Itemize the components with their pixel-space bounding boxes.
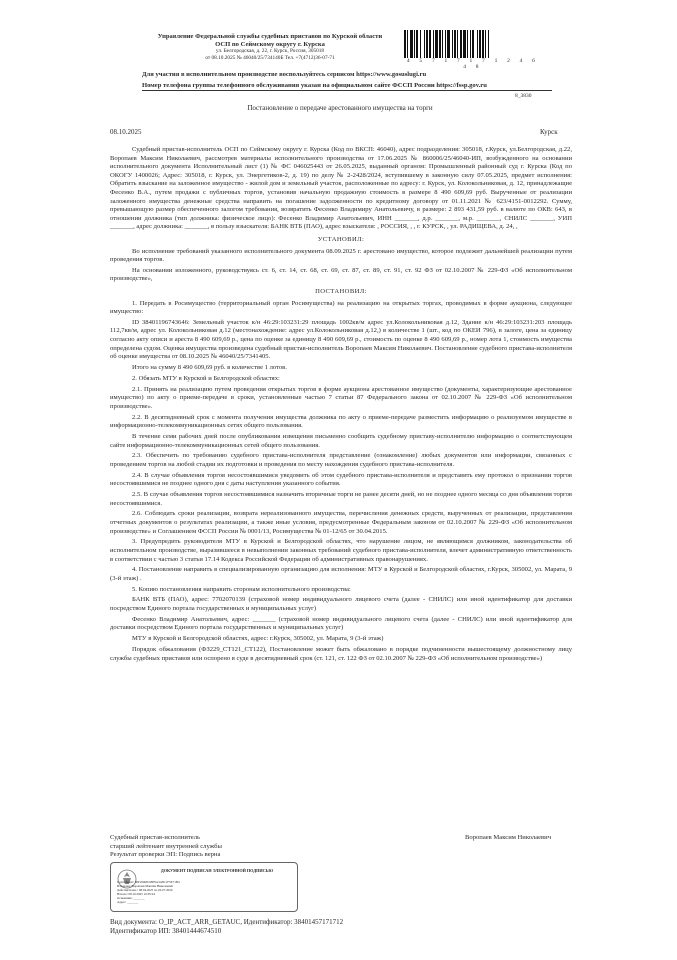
resolution-item: 2.1. Принять на реализацию путем проведения открытых торгов в форме аукциона арестованное имущество (документы, характеризующие арестованное имущество) по акту о приеме-передаче в сроки, установленные частью 7 статьи 87 Федерального закона от 02.10.2007 № 229-ФЗ «Об исполнительном производстве». — [110, 385, 572, 410]
issuer-ref: от 08.10.2025 № 46040/25/734140Б Тел. +7(4712)36-07-71 — [205, 54, 335, 61]
signer-name: Воропаев Максим Николаевич — [465, 834, 552, 841]
resolution-item: 1. Передать в Росимущество (территориальный орган Росимущества) на реализацию на открытых торгах, проводимых в форме аукциона, следующее имущество: — [110, 299, 572, 316]
issuer-address: ул. Белгородская, д. 22, г. Курск, Россия, 305018 — [215, 48, 325, 55]
barcode-bar — [489, 30, 492, 58]
stamp-line: Основание: _______ — [117, 895, 145, 900]
gosuslugi-notice: Для участия в исполнительном производстве воспользуйтесь сервисом https://www.gosuslugi.ru — [142, 71, 427, 78]
resolution-items — [110, 300, 572, 595]
intro-paragraph: Судебный пристав-исполнитель ОСП по Сеймскому округу г. Курска (Код по ВКСП: 46040), адрес подразделения: 305018, г.Курск, ул.Белгородская, д.22, Воропаев Максим Николаевич, рассмотрев материалы исполнительного производства от 17.06.2025 № 860006/25/46040-ИП, возбужденного на основании исполнительного документа Исполнительный лист (1) № ФС 046025443 от 26.05.2025, выданный органом: Промышленный районный суд г. Курска (Код по ОКОГУ 1400026; Адрес: 305018, г. Курск, ул. Энергетиков-2, д. 19) по делу № 2-2428/2024, вступившему в законную силу 07.05.2025, предмет исполнения: Обратить взыскание на заложенное имущество - жилой дом и земельный участок, расположенные по адресу: г. Курск, ул. Колокольниковая, д. 12, принадлежащие Фесенко В.А., путем продажи с публичных торгов, установив начальную продажную стоимость в размере 8 490 609,69 руб. Вырученные от реализации заложенного имущества денежные средства направить на погашение задолженности по кредитному договору от 01.11.2021 № 623/4151-0012292. Сумму, превышающую размер обеспеченного залогом требования, возвратить Фесенко Владимиру Анатольевичу, в размере: 2 893 431,59 руб. в валюте по ОКВ: 643, в отношении должника (тип должника: физическое лицо): Фесенко Владимир Анатольевич, ИНН _______, д.р. _______, м.р. _______, СНИЛС _______, УИП _______, адрес должника: _______, в пользу взыскателя: БАНК ВТБ (ПАО), адрес взыскателя: , РОССИЯ, , , г. КУРСК, , ул. РАДИЩЕВА, д. 24, , — [110, 146, 572, 231]
basis-paragraph: На основании изложенного, руководствуясь ст. 6, ст. 14, ст. 68, ст. 69, ст. 87, ст. 89, ст. 91, ст. 92 ФЗ от 02.10.2007 № 229-ФЗ «Об исполнительном производстве», — [110, 266, 572, 283]
signature-check: Результат проверки ЭП: Подпись верна — [110, 851, 221, 859]
resolution-item: 2. Обязать МТУ в Курской и Белгородской областях: — [132, 374, 280, 382]
resolution-item: 2.4. В случае объявления торгов несостоявшимися уведомить об этом судебного пристава-исполнителя и представить ему протокол о признании торгов несостоявшимися не позднее одного дня с даты наступления указанного события. — [110, 471, 572, 488]
phone-notice: Номер телефона группы телефонного обслуживания указан на официальном сайте ФССП России https://fssp.gov.ru — [142, 81, 487, 89]
ip-id: Идентификатор ИП: 38401444674510 — [110, 927, 222, 935]
document-title: Постановление о передаче арестованного имущества на торги — [247, 104, 433, 112]
barcode — [404, 30, 542, 58]
section-established: УСТАНОВИЛ: — [317, 235, 365, 243]
document-date: 08.10.2025 — [110, 128, 142, 136]
stamp-line: Владелец: Воропаев Максим Николаевич — [117, 883, 174, 888]
document-city: Курск — [540, 128, 558, 136]
resolution-item: 2.3. Обеспечить по требованию судебного пристава-исполнителя представление (ознакомление) любых документов или информации, связанных с проведением торгов на любой стадии их подготовки и проведения по месту нахождения судебного пристава-исполнителя. — [110, 452, 572, 468]
issuer-line-2: ОСП по Сеймскому округу г. Курска — [215, 40, 325, 48]
divider — [142, 90, 552, 91]
signer-position: Судебный пристав-исполнитель — [110, 834, 201, 841]
resolution-item: 3. Предупредить руководителя МТУ в Курской и Белгородской областях, что нарушение лицом, не являющимся должником, законодательства об исполнительном производстве, выразившееся в невыполнении законных требований судебного пристава-исполнителя, влечет административную ответственность в соответствии с частью 3 статьи 17.14 Кодекса Российской Федерации об административных правонарушениях. — [110, 538, 572, 563]
stamp-line: Сертификат: 00F2D481D8F0A3A8C1F5E71B4 — [117, 880, 180, 884]
doc-type-id: Вид документа: O_IP_ACT_ARR_GETAUC, Идентификатор: 38401457171712 — [110, 918, 344, 926]
stamp-details — [117, 881, 293, 904]
issuer-header — [140, 33, 400, 61]
recipient-item: МТУ в Курской и Белгородской областях, адрес: г.Курск, 305002, ул. Марата, 9 (3-й этаж) — [132, 634, 384, 642]
document-footer — [110, 918, 510, 936]
recipient-item: Фесенко Владимир Анатольевич, адрес: _______ (страховой номер индивидуального лицевого счета (далее - СНИЛС) или иной идентификатор для доставки посредством Единого портала государственных и муниципальных услуг) — [110, 615, 572, 632]
resolution-item: 2.5. В случае объявления торгов несостоявшимися назначить вторичные торги не ранее десяти дней, но не позднее одного месяца со дня объявления торгов несостоявшимися. — [110, 491, 572, 507]
issuer-line-1: Управление Федеральной службы судебных приставов по Курской области — [157, 33, 383, 40]
established-paragraph: Во исполнение требований указанного исполнительного документа 08.09.2025 г. арестовано имущество, которое подлежит дальнейшей реализации путем проведения торгов. — [110, 247, 572, 264]
stamp-line: Адрес: _______ — [117, 899, 139, 904]
resolution-item: ID 38401196743646: Земельный участок к/н 46:29:103231:29 площадь 1002кв/м адрес ул.Колокольниковая д.12, Здание к/н 46:29:103231:203 площадь 112,7кв/м, адрес ул. Колокольниковая д.12 (местонахождение: адрес ул.Колокольниковая д.12,) в количестве 1 (шт., код по ОКЕИ 796), в залоге, цена за единицу согласно акту описи и ареста 8 490 609,69 р., цена по оценке за единицу 8 490 609,69 р., стоимость по оценке 8 490 609,69 р., номер лота 1, стоимость имущества определена судом. Оценка имущества произведена судебный пристав-исполнитель Воропаев Максим Николаевич. Постановление судебного пристава-исполнителя об оценке имущества от 08.10.2025 № 46040/25/7341405. — [110, 318, 572, 361]
signature-block — [110, 834, 370, 860]
e-signature-stamp — [110, 862, 298, 912]
stamp-title: ДОКУМЕНТ ПОДПИСАН ЭЛЕКТРОННОЙ ПОДПИСЬЮ — [160, 868, 274, 873]
resolution-item: Итого на сумму 8 490 609,69 руб. в количестве 1 лотов. — [132, 364, 287, 372]
stamp-line: Начало: 08.10.2025 16:05:24 — [117, 891, 155, 896]
resolution-item: 2.6. Соблюдать сроки реализации, возврата нереализованного имущества, перечисления денежных средств, вырученных от реализации, представления отчетных документов о результатах реализации, а также иные условия, предусмотренные Федеральным законом от 02.10.2007 № 229-ФЗ «Об исполнительном производстве» и Соглашением ФССП России № 0001/13, Росимущества № 01-12/65 от 30.04.2015. — [110, 510, 572, 535]
recipients-list — [110, 596, 572, 643]
resolution-item: 4. Постановление направить в специализированную организацию для исполнения: МТУ в Курской и Белгородской областях, г.Курск, 305002, ул. Марата, 9 (3-й этаж) . — [110, 566, 572, 582]
service-notice — [142, 70, 552, 91]
recipient-item: БАНК ВТБ (ПАО), адрес: 7702070139 (страховой номер индивидуального лицевого счета (далее - СНИЛС) или иной идентификатор для доставки посредством Единого портала государственных и муниципальных услуг) — [110, 596, 572, 612]
stamp-line: Действителен с 08.04.2025 по 02.07.2026 — [117, 887, 173, 892]
reference-id: 8_3830 — [515, 93, 532, 99]
section-resolved: ПОСТАНОВИЛ: — [315, 287, 367, 295]
barcode-number: 4 5 7 1 7 1 7 1 2 4 6 4 8 — [406, 58, 540, 70]
resolution-item: 2.2. В десятидневный срок с момента получения имущества должника по акту о приеме-передаче разместить информацию о реализуемом имуществе в информационно-телекоммуникационных сетях общего пользования. — [110, 413, 572, 430]
document-body — [110, 146, 572, 664]
appeal-paragraph: Порядок обжалования (ФЗ229_СТ121_СТ122), Постановление может быть обжаловано в порядке подчиненности вышестоящему должностному лицу службы судебных приставов или оспорено в суде в десятидневный срок (ст. 121, ст. 122 ФЗ от 02.10.2007 № 229-ФЗ «Об исполнительном производстве») — [110, 646, 572, 662]
resolution-item: 5. Копию постановления направить сторонам исполнительного производства: — [132, 585, 351, 593]
resolution-item: В течение семи рабочих дней после опубликования извещения письменно сообщить судебному приставу-исполнителю информацию о соответствующем сайте информационно-телекоммуникационных сетей общего пользования. — [110, 432, 572, 449]
signer-rank: старший лейтенант внутренней службы — [110, 842, 222, 850]
